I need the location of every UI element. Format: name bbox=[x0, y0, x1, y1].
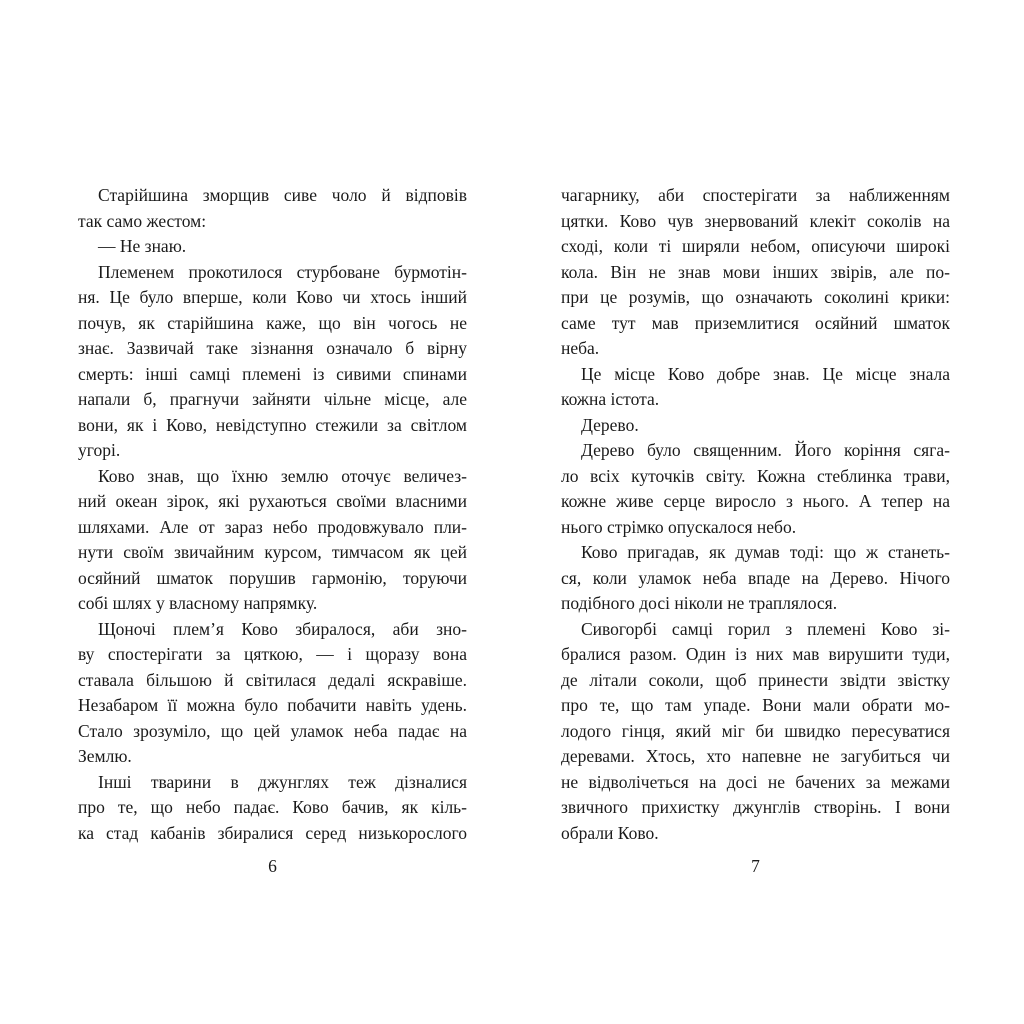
book-page-right bbox=[561, 183, 950, 877]
text-line: Старійшина зморщив сиве чоло й відповів bbox=[98, 185, 467, 205]
text-line: ка стад кабанів збиралися серед низькорослого bbox=[78, 822, 467, 843]
text-line: вони, як і Ково, невідступно стежили за світлом bbox=[78, 414, 467, 435]
text-line: ву спостерігати за цяткою, — і щоразу вона bbox=[78, 644, 467, 664]
text-line: цятки. Ково чув знервований клекіт соколів на bbox=[561, 210, 950, 231]
text-line: деревами. Хтось, хто напевне не загубиться чи bbox=[561, 746, 950, 766]
text-line: Ково пригадав, як думав тоді: що ж станеть- bbox=[581, 542, 950, 562]
text-line: неба. bbox=[561, 338, 600, 358]
text-line: нути своїм звичайним курсом, тимчасом як цей bbox=[78, 542, 467, 562]
text-line: Інші тварини в джунглях теж дізналися bbox=[98, 771, 467, 792]
text-line: ся, коли уламок неба впаде на Дерево. Нічого bbox=[561, 567, 950, 588]
text-line: ло всіх куточків світу. Кожна стеблинка трави, bbox=[561, 465, 950, 486]
text-line: не відволічеться на досі не бачених за межами bbox=[561, 771, 950, 792]
page-number-right: 7 bbox=[751, 856, 760, 876]
text-line: собі шлях у власному напрямку. bbox=[78, 593, 318, 613]
text-line: чагарнику, аби спостерігати за наближенням bbox=[561, 185, 950, 205]
text-line: Щоночі плем’я Ково збиралося, аби зно- bbox=[98, 618, 467, 639]
page-text-right bbox=[561, 183, 950, 846]
text-line: шляхами. Але от зараз небо продовжувало пли- bbox=[78, 516, 467, 537]
text-line: кожна істота. bbox=[561, 389, 660, 409]
text-line: ставала більшою й світилася дедалі яскравіше. bbox=[78, 669, 467, 690]
text-line: знає. Зазвичай таке зізнання означало б вірну bbox=[78, 338, 467, 358]
page-text-left bbox=[78, 183, 467, 846]
text-line: Дерево було священним. Його коріння сяга- bbox=[581, 440, 950, 460]
text-line: про те, що там упаде. Вони мали обрати мо- bbox=[561, 695, 950, 715]
text-line: лодого гінця, який міг би швидко пересуватися bbox=[561, 720, 950, 741]
text-line: нього стрімко опускалося небо. bbox=[561, 516, 797, 537]
book-page-left bbox=[78, 183, 467, 877]
text-line: бралися разом. Один із них мав вирушити туди, bbox=[561, 644, 950, 664]
text-line: почув, як старійшина каже, що він чогось не bbox=[78, 312, 467, 333]
text-line: осяйний шматок порушив гармонію, торуючи bbox=[78, 567, 467, 588]
text-line: ний океан зірок, які рухаються своїми власними bbox=[78, 491, 467, 511]
text-line: про те, що небо падає. Ково бачив, як кіль- bbox=[78, 797, 467, 817]
text-line: Племенем прокотилося стурбоване бурмотін- bbox=[98, 261, 467, 282]
text-line: — Не знаю. bbox=[98, 236, 187, 256]
text-line: Сивогорбі самці горил з племені Ково зі- bbox=[581, 618, 950, 639]
text-line: кола. Він не знав мови інших звірів, але по- bbox=[561, 261, 950, 282]
text-line: сході, коли ті ширяли небом, описуючи широкі bbox=[561, 236, 950, 256]
text-line: угорі. bbox=[78, 440, 121, 460]
text-line: Незабаром її можна було побачити навіть удень. bbox=[78, 695, 467, 715]
text-line: обрали Ково. bbox=[561, 822, 659, 843]
page-number-left: 6 bbox=[268, 856, 277, 876]
text-line: смерть: інші самці племені із сивими спинами bbox=[78, 363, 467, 384]
text-line: Землю. bbox=[78, 746, 132, 766]
text-line: де літали соколи, щоб принести звідти звістку bbox=[561, 669, 950, 690]
text-line: ня. Це було вперше, коли Ково чи хтось інший bbox=[78, 287, 467, 307]
text-line: Стало зрозуміло, що цей уламок неба падає на bbox=[78, 720, 467, 741]
text-line: Дерево. bbox=[581, 414, 639, 435]
text-line: Це місце Ково добре знав. Це місце знала bbox=[581, 363, 950, 384]
text-line: кожне живе серце виросло з нього. А тепер на bbox=[561, 491, 950, 511]
text-line: подібного досі ніколи не траплялося. bbox=[561, 593, 838, 613]
text-line: при це розумів, що означають соколині крики: bbox=[561, 287, 950, 307]
text-line: звичного прихистку джунглів створінь. І вони bbox=[561, 797, 950, 817]
text-line: так само жестом: bbox=[78, 210, 207, 231]
text-line: саме тут мав приземлитися осяйний шматок bbox=[561, 312, 950, 333]
text-line: Ково знав, що їхню землю оточує величез- bbox=[98, 465, 467, 486]
text-line: напали б, прагнучи зайняти чільне місце, але bbox=[78, 389, 467, 409]
